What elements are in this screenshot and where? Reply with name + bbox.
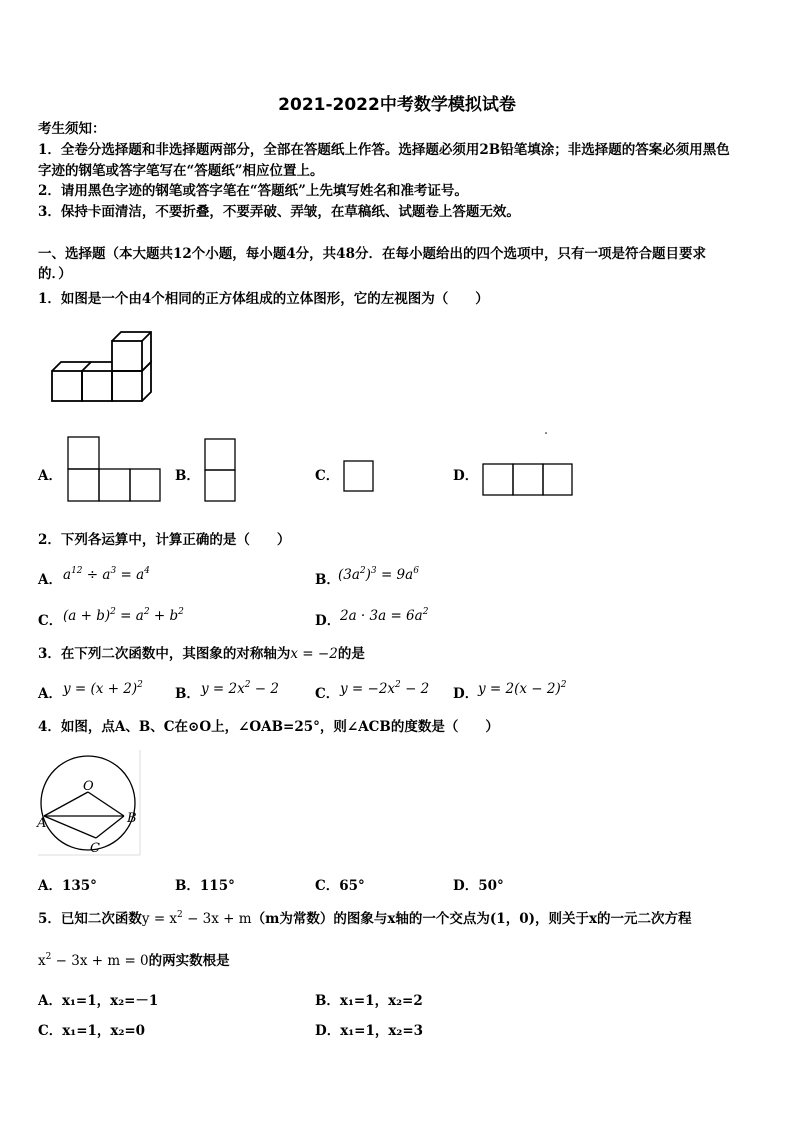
point-label-b: B [127, 811, 137, 826]
q1-option-label-d: D． [453, 468, 479, 484]
q5-option-a: A．x₁=1，x₂=－1 [38, 993, 159, 1009]
section-header-line1: 一、选择题（本大题共12个小题，每小题4分，共48分．在每小题给出的四个选项中，只有一项是符合题目要求 [38, 246, 706, 262]
point-label-o: O [83, 779, 94, 794]
q2-option-b-formula: $(3a^2)^3 = 9a^6$ [338, 566, 419, 583]
q3-option-a-formula: $y = (x + 2)^2$ [63, 680, 143, 697]
notice-item: 2．请用黑色字迹的钢笔或答字笔在“答题纸”上先填写姓名和准考证号。 [38, 183, 468, 199]
q2-option-a-formula: $a^{12} \div a^3 = a^4$ [63, 566, 150, 583]
q3-option-c-formula: $y = -2x^2 - 2$ [340, 680, 430, 697]
q2-option-label-c: C． [38, 613, 63, 629]
notice-item: 3．保持卡面清洁，不要折叠，不要弄破、弄皱，在草稿纸、试题卷上答题无效。 [38, 204, 520, 220]
q4-option-d: D．50° [453, 878, 504, 894]
q4-option-c: C．65° [315, 878, 365, 894]
q5-option-c: C．x₁=1，x₂=0 [38, 1023, 146, 1039]
q2-option-c-formula: $(a + b)^2 = a^2 + b^2$ [63, 607, 184, 624]
q4-option-b: B．115° [175, 878, 235, 894]
point-label-a: A [37, 816, 47, 831]
q2-option-label-a: A． [38, 572, 62, 588]
q5-text: 5．已知二次函数$y = x^2 - 3x + m(m$为常数）的图象与x轴的一个交点为(1，0)，则关于x的一元二次方程 [38, 910, 692, 927]
q3-option-label-b: B． [175, 686, 200, 702]
q1-option-label-a: A． [38, 468, 62, 484]
q3-option-d-formula: $y = 2(x - 2)^2$ [478, 680, 567, 697]
q3-option-label-c: C． [315, 686, 340, 702]
q3-option-b-formula: $y = 2x^2 - 2$ [201, 680, 279, 697]
q5-text-line2: $x^2 - 3x + m = 0$的两实数根是 [38, 952, 230, 969]
q2-text: 2．下列各运算中，计算正确的是（ ） [38, 532, 291, 548]
q3-text: 3．在下列二次函数中，其图象的对称轴为x = −2的是 [38, 646, 365, 662]
q4-text: 4．如图，点A、B、C在⊙O上，∠OAB=25°，则∠ACB的度数是（ ） [38, 719, 499, 735]
point-label-c: C [90, 841, 100, 856]
q5-option-b: B．x₁=1，x₂=2 [315, 993, 423, 1009]
q2-option-d-formula: $2a \cdot 3a = 6a^2$ [340, 607, 429, 624]
q2-option-label-b: B． [315, 572, 340, 588]
q4-option-a: A．135° [38, 878, 97, 894]
notice-item: 1．全卷分选择题和非选择题两部分，全部在答题纸上作答。选择题必须用2B铅笔填涂；非选择题的答案必须用黑色 [38, 142, 730, 158]
q1-text: 1．如图是一个由4个相同的正方体组成的立体图形，它的左视图为（ ） [38, 291, 489, 307]
q1-option-label-c: C． [315, 468, 340, 484]
q2-option-label-d: D． [315, 613, 341, 629]
notice-heading: 考生须知： [38, 121, 106, 137]
section-header-line2: 的．） [38, 266, 72, 282]
q5-option-d: D．x₁=1，x₂=3 [315, 1023, 424, 1039]
q3-option-label-d: D． [453, 686, 479, 702]
notice-item: 字迹的钢笔或答字笔写在“答题纸”相应位置上。 [38, 163, 324, 179]
page-title: 2021-2022中考数学模拟试卷 [278, 95, 516, 115]
q1-option-label-b: B． [175, 468, 200, 484]
q3-option-label-a: A． [38, 686, 62, 702]
